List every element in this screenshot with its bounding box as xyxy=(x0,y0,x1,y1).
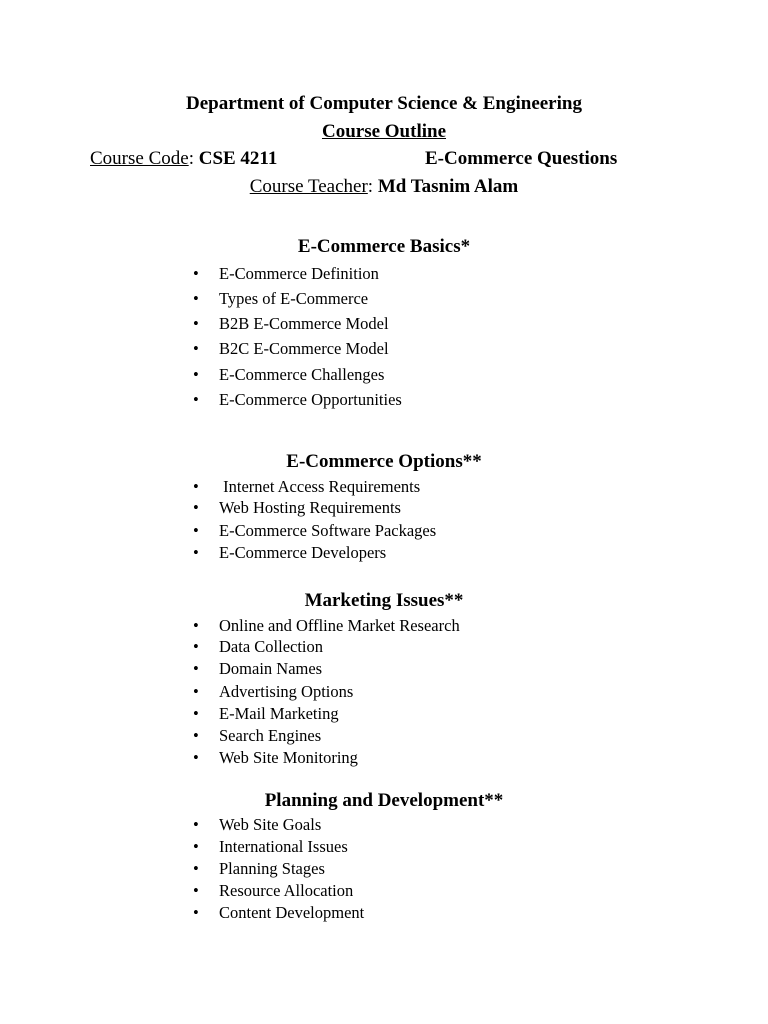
bullet-icon: • xyxy=(193,314,199,333)
list-item xyxy=(193,289,368,309)
bullet-icon: • xyxy=(193,859,199,878)
section-title-planning: Planning and Development** xyxy=(264,790,504,811)
list-item xyxy=(193,477,420,497)
list-item xyxy=(193,339,389,359)
bullet-icon: • xyxy=(193,543,199,562)
list-item xyxy=(193,521,436,541)
list-item xyxy=(193,390,402,410)
bullet-icon: • xyxy=(193,339,199,358)
list-item-text: Search Engines xyxy=(219,726,322,745)
bullet-icon: • xyxy=(193,682,199,701)
list-item-text: Content Development xyxy=(219,903,365,922)
bullet-icon: • xyxy=(193,881,199,900)
list-item xyxy=(193,637,323,657)
list-item xyxy=(193,837,348,857)
list-item-text: B2B E-Commerce Model xyxy=(219,314,389,333)
list-item xyxy=(193,859,325,879)
bullet-icon: • xyxy=(193,748,199,767)
list-item xyxy=(193,726,321,746)
section-title-options: E-Commerce Options** xyxy=(286,451,482,472)
bullet-icon: • xyxy=(193,289,199,308)
list-item-text: Types of E-Commerce xyxy=(219,289,369,308)
list-item-text: E-Commerce Developers xyxy=(219,543,387,562)
list-item-text: Advertising Options xyxy=(219,682,354,701)
course-teacher-label: Course Teacher xyxy=(249,176,368,197)
list-item xyxy=(193,881,353,901)
list-item-text: E-Mail Marketing xyxy=(219,704,339,723)
list-item xyxy=(193,682,353,702)
list-item-text: Planning Stages xyxy=(219,859,325,878)
bullet-icon: • xyxy=(193,477,199,496)
section-title-basics: E-Commerce Basics* xyxy=(297,236,471,257)
list-item xyxy=(193,659,322,679)
bullet-icon: • xyxy=(193,903,199,922)
course-subject: E-Commerce Questions xyxy=(425,148,618,169)
bullet-icon: • xyxy=(193,637,199,656)
bullet-icon: • xyxy=(193,659,199,678)
list-item xyxy=(193,543,386,563)
list-item xyxy=(193,264,379,284)
department-heading: Department of Computer Science & Engineering xyxy=(186,93,582,114)
list-item-text: Resource Allocation xyxy=(219,881,354,900)
course-code-label: Course Code xyxy=(90,148,189,169)
list-item-text: B2C E-Commerce Model xyxy=(219,339,389,358)
list-item-text: E-Commerce Challenges xyxy=(219,365,385,384)
bullet-icon: • xyxy=(193,390,199,409)
bullet-icon: • xyxy=(193,837,199,856)
list-item xyxy=(193,365,384,385)
list-item-text: Online and Offline Market Research xyxy=(219,616,460,635)
course-code-separator: : xyxy=(188,148,199,169)
course-teacher-line xyxy=(0,176,768,198)
list-item xyxy=(193,498,401,518)
list-item-text: Web Site Goals xyxy=(219,815,322,834)
list-item xyxy=(193,903,364,923)
list-item xyxy=(193,748,358,768)
list-item-text: Domain Names xyxy=(219,659,323,678)
section-title-marketing: Marketing Issues** xyxy=(304,590,464,611)
course-teacher-separator: : xyxy=(367,176,378,197)
list-item-text: E-Commerce Software Packages xyxy=(219,521,437,540)
course-teacher-name: Md Tasnim Alam xyxy=(377,176,519,197)
course-outline-title: Course Outline xyxy=(321,121,447,142)
list-item xyxy=(193,704,339,724)
bullet-icon: • xyxy=(193,616,199,635)
bullet-icon: • xyxy=(193,498,199,517)
bullet-icon: • xyxy=(193,815,199,834)
list-item-text: Internet Access Requirements xyxy=(219,477,421,496)
list-item-text: Web Hosting Requirements xyxy=(219,498,401,517)
bullet-icon: • xyxy=(193,521,199,540)
bullet-icon: • xyxy=(193,365,199,384)
list-item-text: Data Collection xyxy=(219,637,324,656)
list-item xyxy=(193,314,389,334)
bullet-icon: • xyxy=(193,704,199,723)
bullet-icon: • xyxy=(193,264,199,283)
bullet-icon: • xyxy=(193,726,199,745)
course-code-value: CSE 4211 xyxy=(198,148,278,169)
list-item-text: E-Commerce Definition xyxy=(219,264,379,283)
list-item-text: Web Site Monitoring xyxy=(219,748,358,767)
list-item-text: International Issues xyxy=(219,837,348,856)
course-code-line xyxy=(90,148,277,170)
list-item xyxy=(193,815,321,835)
list-item-text: E-Commerce Opportunities xyxy=(219,390,402,409)
list-item xyxy=(193,616,460,636)
